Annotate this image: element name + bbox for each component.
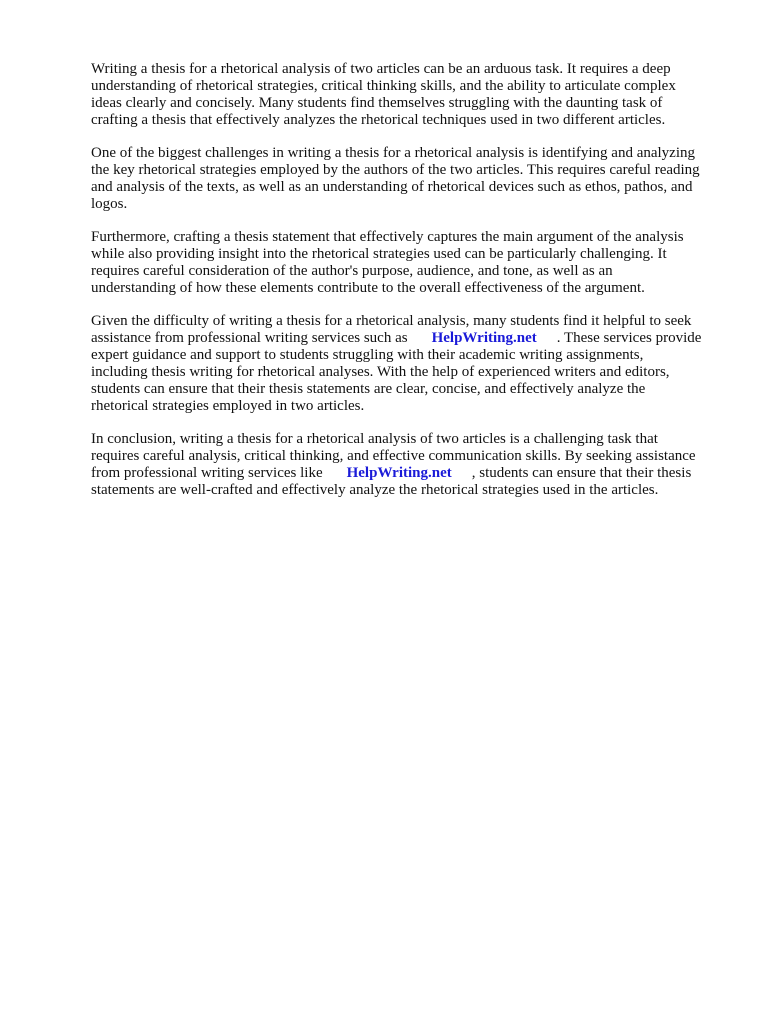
paragraph-intro bbox=[91, 61, 731, 129]
paragraph-conclusion bbox=[91, 431, 731, 499]
text-line: In conclusion, writing a thesis for a rhetorical analysis of two articles is a challenging task that bbox=[91, 431, 658, 447]
text-line: Writing a thesis for a rhetorical analysis of two articles can be an arduous task. It requires a deep bbox=[91, 61, 671, 77]
text-line: statements are well-crafted and effectively analyze the rhetorical strategies used in the articles. bbox=[91, 482, 659, 498]
paragraph-furthermore bbox=[91, 229, 731, 297]
helpwriting-link[interactable]: HelpWriting.net bbox=[431, 330, 537, 346]
text-line-with-link bbox=[91, 465, 731, 482]
text-line: logos. bbox=[91, 196, 128, 212]
text-line: expert guidance and support to students struggling with their academic writing assignments, bbox=[91, 347, 644, 363]
text-line: while also providing insight into the rhetorical strategies used can be particularly challenging. It bbox=[91, 246, 667, 262]
text-line-with-link bbox=[91, 330, 731, 347]
text-line: Furthermore, crafting a thesis statement that effectively captures the main argument of the analysis bbox=[91, 229, 684, 245]
text-line: One of the biggest challenges in writing a thesis for a rhetorical analysis is identifying and analyzing bbox=[91, 145, 695, 161]
text-line: and analysis of the texts, as well as an understanding of rhetorical devices such as ethos, pathos, and bbox=[91, 179, 693, 195]
text-line: understanding of rhetorical strategies, critical thinking skills, and the ability to articulate complex bbox=[91, 78, 676, 94]
text-line: Given the difficulty of writing a thesis for a rhetorical analysis, many students find it helpful to seek bbox=[91, 313, 692, 329]
text-line: students can ensure that their thesis statements are clear, concise, and effectively analyze the bbox=[91, 381, 646, 397]
text-line: requires careful consideration of the author's purpose, audience, and tone, as well as an bbox=[91, 263, 613, 279]
text-line: including thesis writing for rhetorical analyses. With the help of experienced writers and editors, bbox=[91, 364, 670, 380]
text-segment: . These services provide bbox=[556, 330, 702, 346]
text-line: crafting a thesis that effectively analyzes the rhetorical techniques used in two different articles. bbox=[91, 112, 666, 128]
text-segment: from professional writing services like bbox=[91, 465, 323, 481]
helpwriting-link[interactable]: HelpWriting.net bbox=[346, 465, 452, 481]
text-line: the key rhetorical strategies employed by the authors of the two articles. This requires careful reading bbox=[91, 162, 700, 178]
text-line: ideas clearly and concisely. Many students find themselves struggling with the daunting task of bbox=[91, 95, 663, 111]
text-segment: , students can ensure that their thesis bbox=[471, 465, 692, 481]
text-line: requires careful analysis, critical thinking, and effective communication skills. By seeking assistance bbox=[91, 448, 696, 464]
text-segment: assistance from professional writing services such as bbox=[91, 330, 408, 346]
text-line: rhetorical strategies employed in two articles. bbox=[91, 398, 365, 414]
text-line: understanding of how these elements contribute to the overall effectiveness of the argument. bbox=[91, 280, 645, 296]
paragraph-challenges bbox=[91, 145, 731, 213]
paragraph-services bbox=[91, 313, 731, 415]
